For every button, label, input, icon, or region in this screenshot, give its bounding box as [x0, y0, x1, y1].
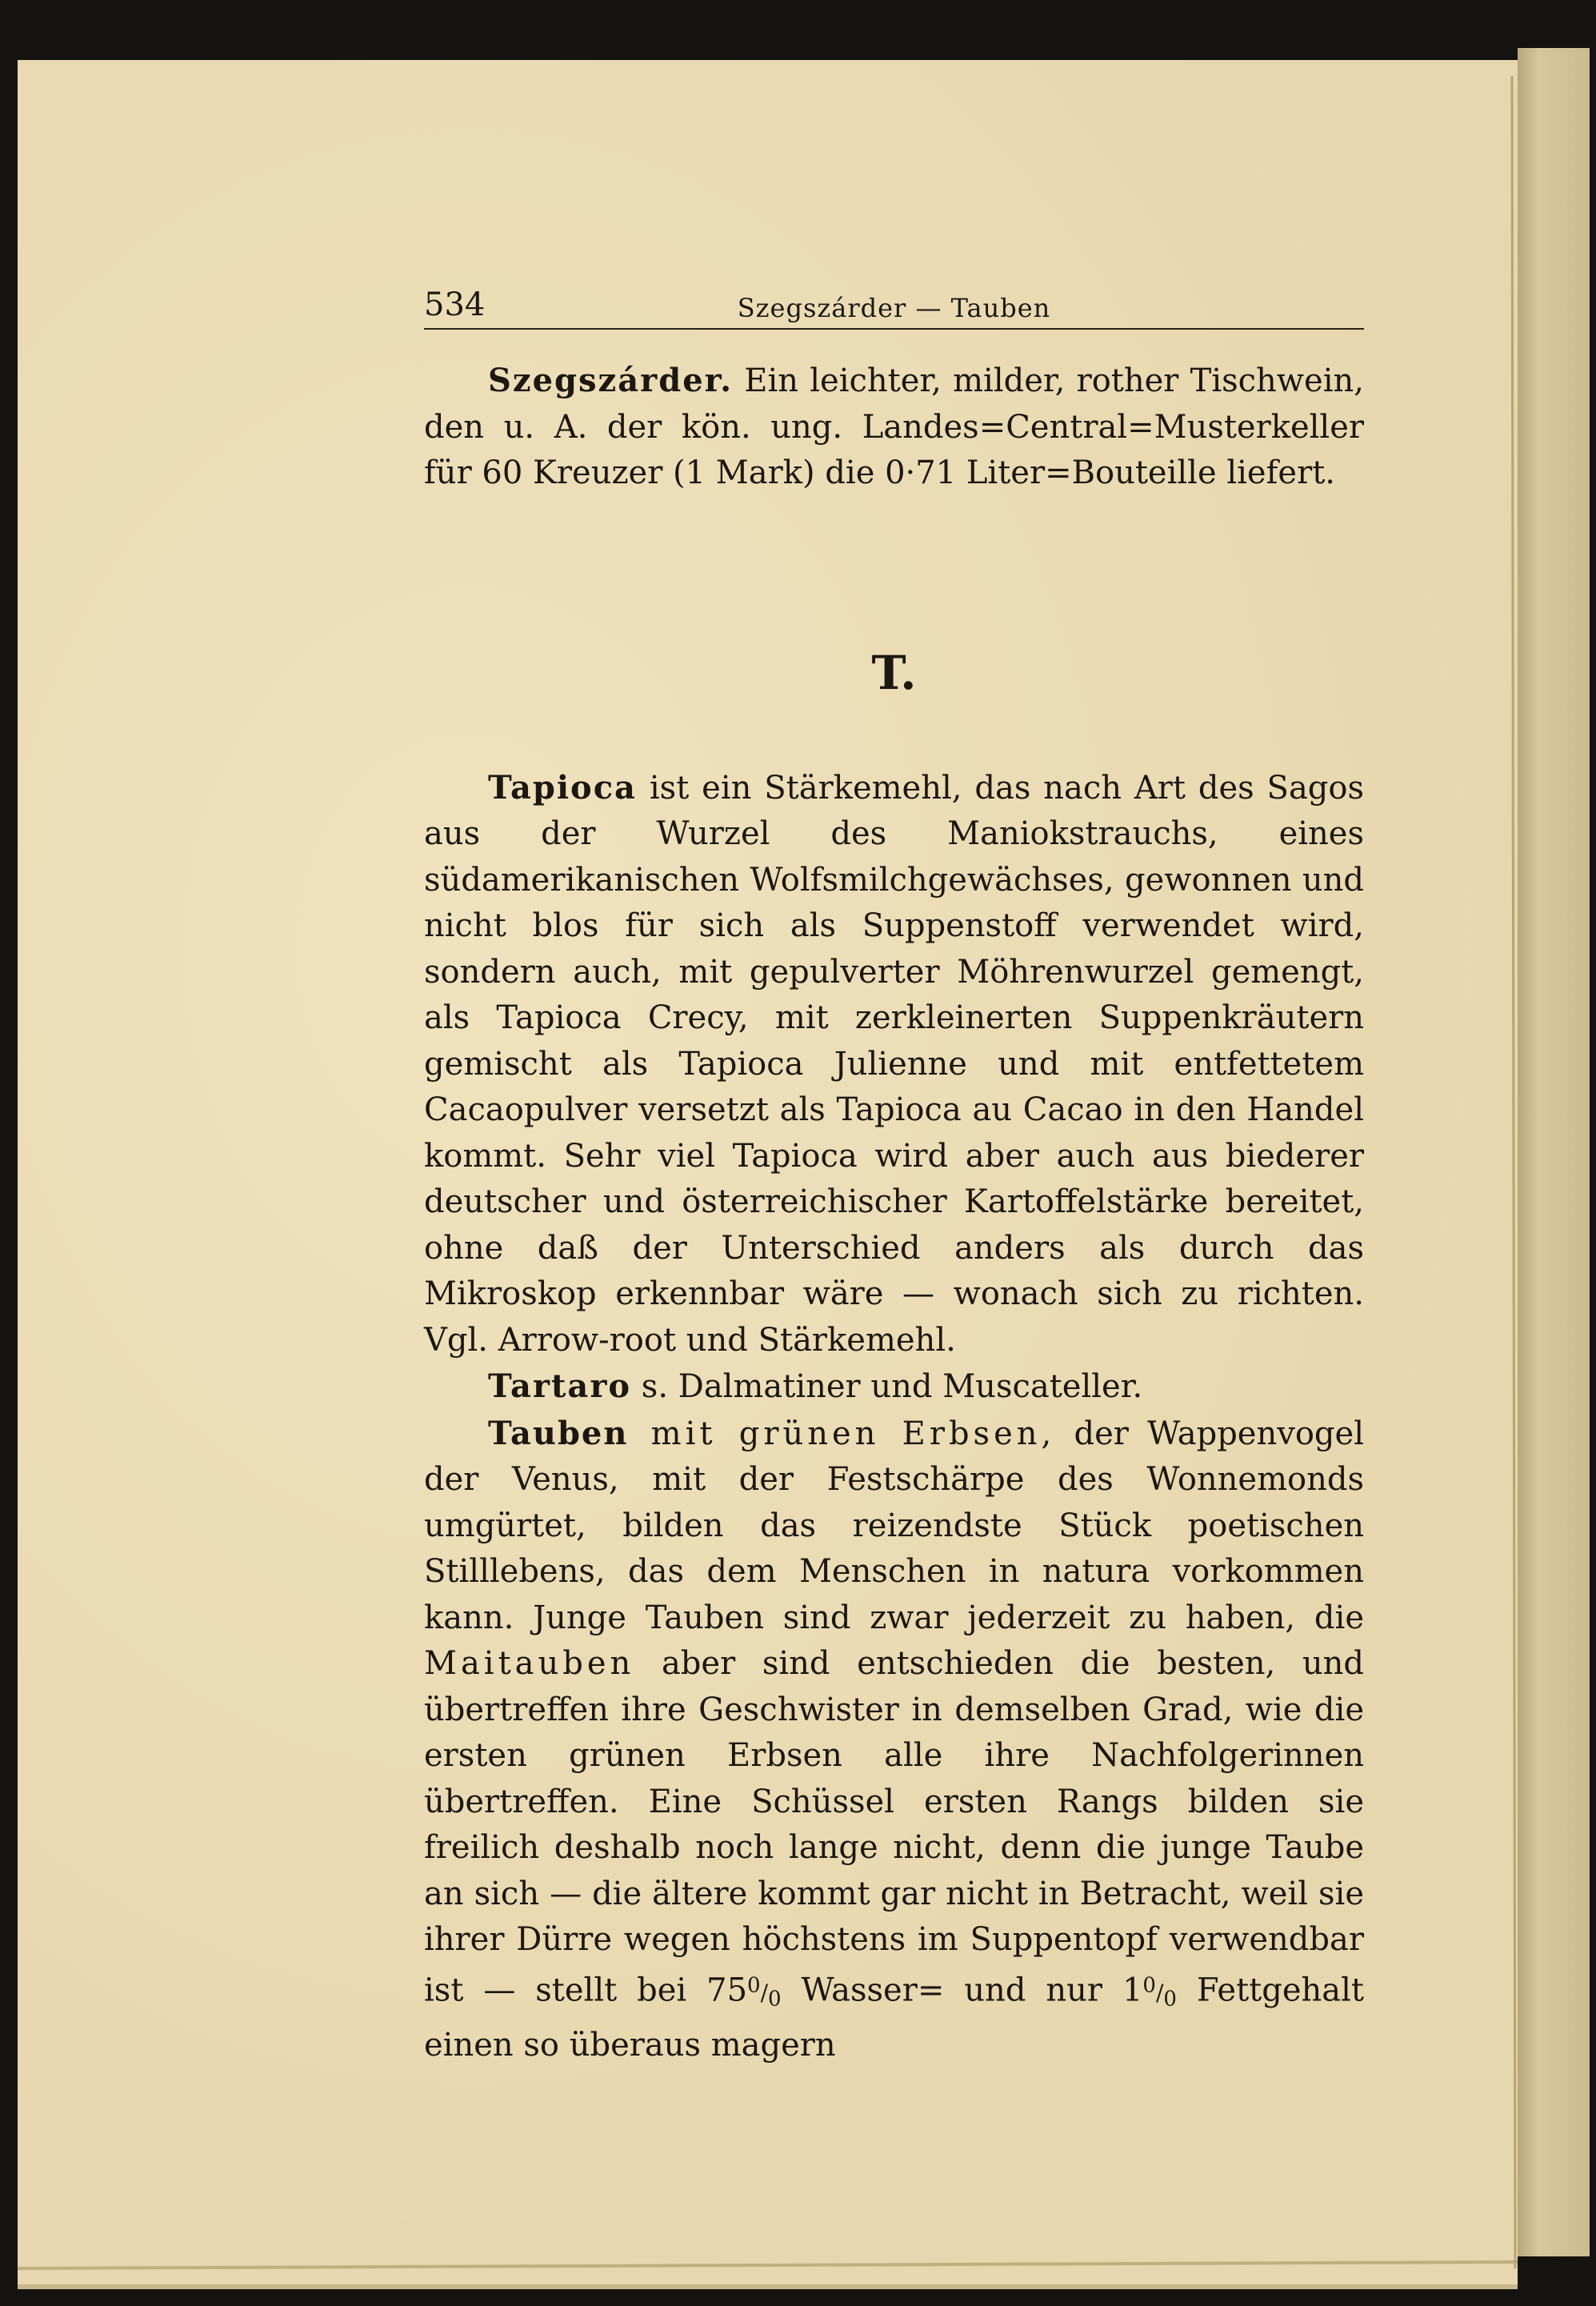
- text-block: [424, 280, 1364, 2068]
- entry-text: der Wappenvogel der Venus, mit der Festschärpe des Wonnemonds umgürtet, bilden das reizendste Stück poetischen Stilllebens, das dem Menschen in natura vorkommen kann. Junge Tauben sind zwar jederzeit zu haben, die: [424, 1415, 1364, 1636]
- entry-head: Tapioca: [488, 768, 637, 807]
- entry-text: ist ein Stärkemehl, das nach Art des Sagos aus der Wurzel des Maniokstrauchs, eines südamerikanischen Wolfsmilchgewächses, gewonnen und nicht blos für sich als Suppenstoff verwendet wird, sondern auch, mit gepulverter Möhrenwurzel gemengt, als Tapioca Crecy, mit zerkleinerten Suppenkräutern gemischt als Tapioca Julienne und mit entfettetem Cacaopulver versetzt als Tapioca au Cacao in den Handel kommt. Sehr viel Tapioca wird aber auch aus biederer deutscher und österreichischer Kartoffelstärke bereitet, ohne daß der Unterschied anders als durch das Mikroskop erkennbar wäre — wonach sich zu richten. Vgl. Arrow-root und Stärkemehl.: [424, 769, 1364, 1359]
- running-head: Szegszárder — Tauben: [737, 293, 1051, 323]
- page-number: 534: [424, 286, 486, 323]
- entry-head: Szegszárder.: [488, 362, 733, 399]
- entry-tapioca: [424, 765, 1364, 1364]
- spaced-phrase: mit grünen Erbsen,: [628, 1415, 1056, 1452]
- number: 1: [1122, 1971, 1143, 2008]
- entry-text: Ein leichter, milder, rother Tischwein, den u. A. der kön. ung. Landes=Central=Musterkeller für 60 Kreuzer (1 Mark) die 0·71 Liter=Bouteille liefert.: [424, 362, 1364, 491]
- page-header: [424, 280, 1364, 330]
- spaced-phrase: Maitauben: [424, 1645, 635, 1682]
- number: 75: [706, 1971, 748, 2008]
- page-right-crease: [1512, 76, 1515, 2268]
- entry-text: Wasser= und nur: [781, 1971, 1122, 2008]
- entry-text: aber sind entschieden die besten, und übertreffen ihre Geschwister in demselben Grad, wie die ersten grünen Erbsen alle ihre Nachfolgerinnen übertreffen. Eine Schüssel ersten Rangs bilden sie freilich deshalb noch lange nicht, denn die junge Taube an sich — die ältere kommt gar nicht in Betracht, weil sie ihrer Dürre wegen höchstens im Suppentopf verwendbar ist — stellt bei: [424, 1645, 1364, 2008]
- page-bottom-crease: [18, 2262, 1518, 2268]
- percent-sign: $^0/_0$: [1142, 1973, 1177, 2012]
- entry-tartaro: [424, 1363, 1364, 1411]
- entry-text: s. Dalmatiner und Muscateller.: [631, 1368, 1143, 1405]
- section-letter: T.: [871, 645, 917, 700]
- entry-head: Tauben: [488, 1414, 629, 1452]
- entry-text: Fettgehalt einen so überaus magern: [424, 1971, 1364, 2064]
- page-edge: [1518, 48, 1590, 2256]
- entry-head: Tartaro: [488, 1367, 632, 1405]
- entry-tauben: [424, 1411, 1364, 2069]
- entry-szegszarder: [424, 358, 1364, 497]
- percent-sign: $^0/_0$: [747, 1973, 782, 2012]
